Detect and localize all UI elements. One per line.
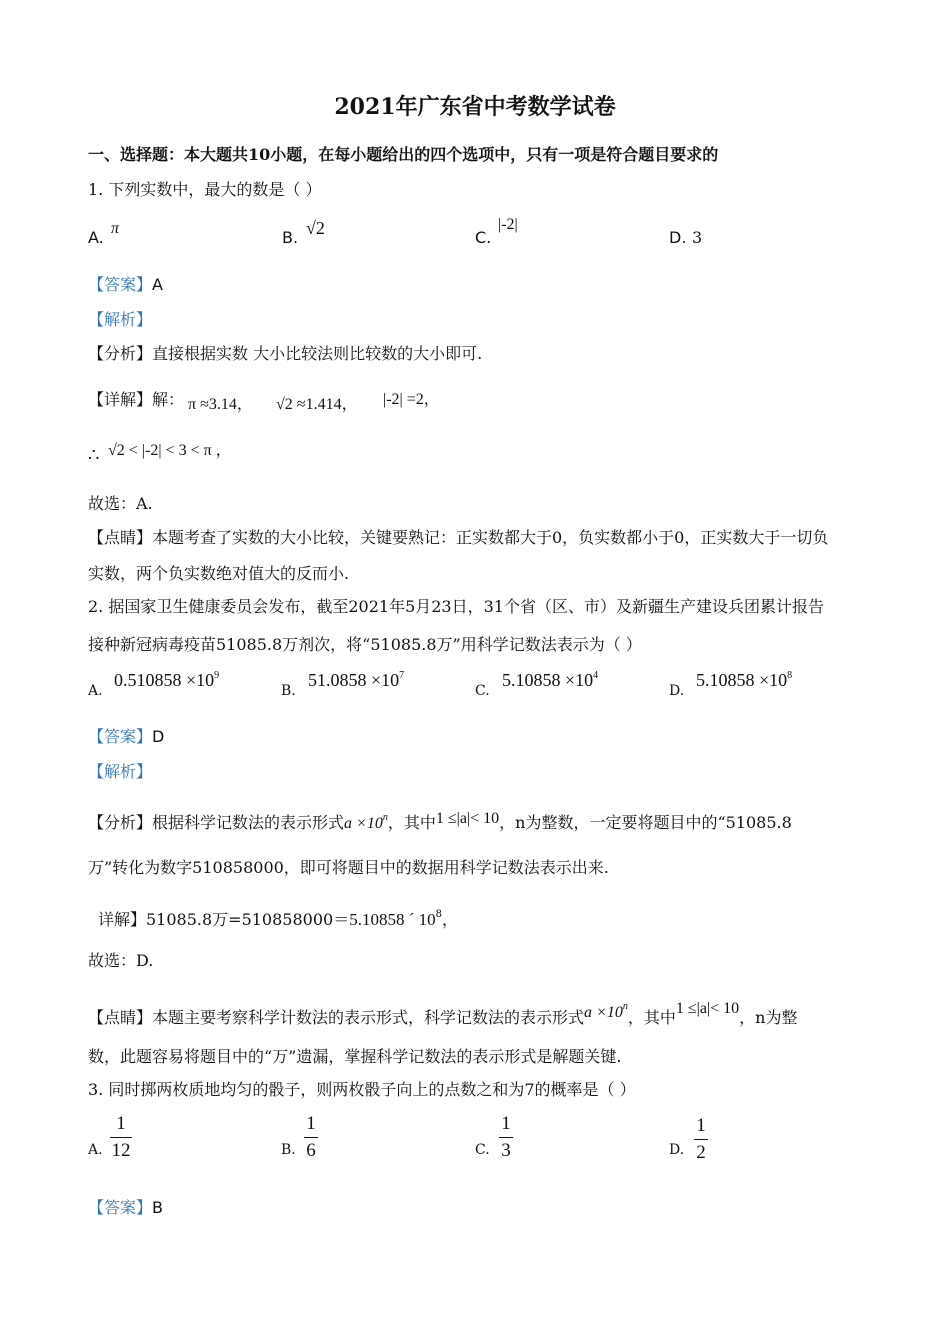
question-2-stem-line2: 接种新冠病毒疫苗51085.8万剂次，将“51085.8万”用科学记数法表示为（ ） (88, 635, 642, 654)
q2-dianjing-formula: a ×10 (584, 1004, 623, 1021)
q1-answer: A (152, 275, 163, 294)
q2-option-d-value: 5.10858 ×10 (696, 670, 788, 690)
q3-option-c-denominator: 3 (501, 1140, 511, 1161)
q2-detail-end: ， (442, 910, 459, 929)
q3-option-a-denominator: 12 (111, 1140, 131, 1161)
q2-option-a-label: A. (88, 683, 103, 699)
section-heading: 一、选择题：本大题共10小题，在每小题给出的四个选项中，只有一项是符合题目要求的 (88, 145, 719, 164)
q3-option-d-denominator: 2 (696, 1142, 706, 1163)
q2-option-c-value: 5.10858 ×10 (502, 670, 594, 690)
q3-option-d-numerator: 1 (696, 1115, 706, 1136)
q2-option-c-label: C. (475, 683, 490, 699)
q3-answer: B (152, 1198, 163, 1217)
q1-analysis-tag: 【解析】 (88, 310, 153, 329)
q1-dianjing-line1: 【点睛】本题考查了实数的大小比较，关键要熟记：正实数都大于0，负实数都小于0，正实数大于一切负 (88, 528, 829, 547)
q2-dianjing-part3: ，n为整 (739, 1008, 798, 1027)
question-1-stem: 1. 下列实数中，最大的数是（ ） (88, 180, 322, 199)
q1-detail-pi: π ≈3.14， (188, 396, 253, 413)
q2-dianjing-part2: ，其中 (627, 1008, 676, 1027)
q1-detail-sqrt2: √2 ≈1.414， (276, 396, 358, 413)
q2-detail: 详解】51085.8万=510858000＝ (98, 910, 350, 929)
q2-option-d-label: D. (669, 683, 685, 699)
q2-option-d-exp: 8 (787, 670, 793, 681)
q3-answer-tag: 【答案】 (88, 1198, 153, 1217)
q1-detail-prefix: 【详解】解： (88, 390, 185, 409)
q3-option-a-fraction (110, 1113, 132, 1162)
q3-option-b-denominator: 6 (306, 1140, 316, 1161)
q2-fenxi-part1: 【分析】根据科学记数法的表示形式 (88, 813, 345, 832)
q1-option-d-value: 3 (692, 228, 703, 247)
q2-answer: D (152, 727, 165, 746)
q2-option-a-exp: 9 (214, 670, 220, 681)
q2-fenxi-line2: 万”转化为数字510858000，即可将题目中的数据用科学记数法表示出来. (88, 858, 609, 877)
q1-option-a-value: π (111, 220, 120, 237)
q1-option-d-label: D. (669, 228, 687, 247)
q3-option-d-fraction (694, 1115, 708, 1164)
fraction-bar (499, 1137, 513, 1138)
q1-option-b-value: √2 (306, 218, 325, 238)
page-title: 2021年广东省中考数学试卷 (334, 94, 616, 120)
q1-inequality: √2 < |-2| < 3 < π ， (108, 442, 232, 459)
q2-option-c-exp: 4 (593, 670, 599, 681)
fraction-bar (110, 1137, 132, 1138)
q3-option-b-label: B. (281, 1142, 296, 1158)
q2-fenxi-formula-exp: n (382, 812, 388, 823)
q2-answer-tag: 【答案】 (88, 727, 153, 746)
q2-fenxi-formula: a ×10 (344, 815, 383, 832)
q2-dianjing-range: 1 ≤|a|< 10 (675, 1000, 740, 1017)
q2-detail-formula: 5.10858 ´ 10 (349, 910, 436, 929)
q2-option-b-exp: 7 (399, 670, 405, 681)
q3-option-a-numerator: 1 (116, 1113, 126, 1134)
q2-option-b-value: 51.0858 ×10 (308, 670, 400, 690)
q2-dianjing-line2: 数，此题容易将题目中的“万”遗漏，掌握科学记数法的表示形式是解题关键. (88, 1047, 622, 1066)
q2-fenxi-range: 1 ≤|a|< 10 (435, 810, 500, 827)
question-3-stem: 3. 同时掷两枚质地均匀的骰子，则两枚骰子向上的点数之和为7的概率是（ ） (88, 1080, 636, 1099)
q2-choose: 故选：D. (88, 951, 154, 970)
q2-option-b-label: B. (281, 683, 296, 699)
q1-option-a-label: A. (88, 228, 104, 247)
q2-option-a-value: 0.510858 ×10 (114, 670, 215, 690)
q2-dianjing-formula-exp: n (622, 1001, 628, 1012)
q3-option-b-numerator: 1 (306, 1113, 316, 1134)
therefore-symbol: ∴ (88, 445, 100, 466)
q3-option-a-label: A. (88, 1142, 103, 1158)
q3-option-c-numerator: 1 (501, 1113, 511, 1134)
q1-fenxi: 【分析】直接根据实数 大小比较法则比较数的大小即可. (88, 344, 483, 363)
fraction-bar (694, 1139, 708, 1140)
q1-answer-tag: 【答案】 (88, 275, 153, 294)
fraction-bar (304, 1137, 318, 1138)
q2-detail-exp: 8 (435, 909, 442, 920)
q1-detail-abs: |-2| =2， (383, 391, 440, 408)
q1-choose: 故选：A. (88, 494, 153, 513)
q1-dianjing-line2: 实数，两个负实数绝对值大的反而小. (88, 564, 350, 583)
q3-option-d-label: D. (669, 1142, 685, 1158)
q2-analysis-tag: 【解析】 (88, 762, 153, 781)
q2-fenxi-part3: ，n为整数，一定要将题目中的“51085.8 (499, 813, 792, 832)
q3-option-c-label: C. (475, 1142, 490, 1158)
q1-option-b-label: B. (282, 228, 299, 247)
question-2-stem-line1: 2. 据国家卫生健康委员会发布，截至2021年5月23日，31个省（区、市）及新疆生产建设兵团累计报告 (88, 597, 824, 616)
q1-option-c-value: |-2| (498, 216, 518, 233)
q3-option-c-fraction (499, 1113, 513, 1162)
q2-fenxi-part2: ，其中 (387, 813, 436, 832)
q3-option-b-fraction (304, 1113, 318, 1162)
q2-dianjing-part1: 【点睛】本题主要考察科学计数法的表示形式，科学记数法的表示形式 (88, 1008, 585, 1027)
q1-option-c-label: C. (475, 228, 492, 247)
